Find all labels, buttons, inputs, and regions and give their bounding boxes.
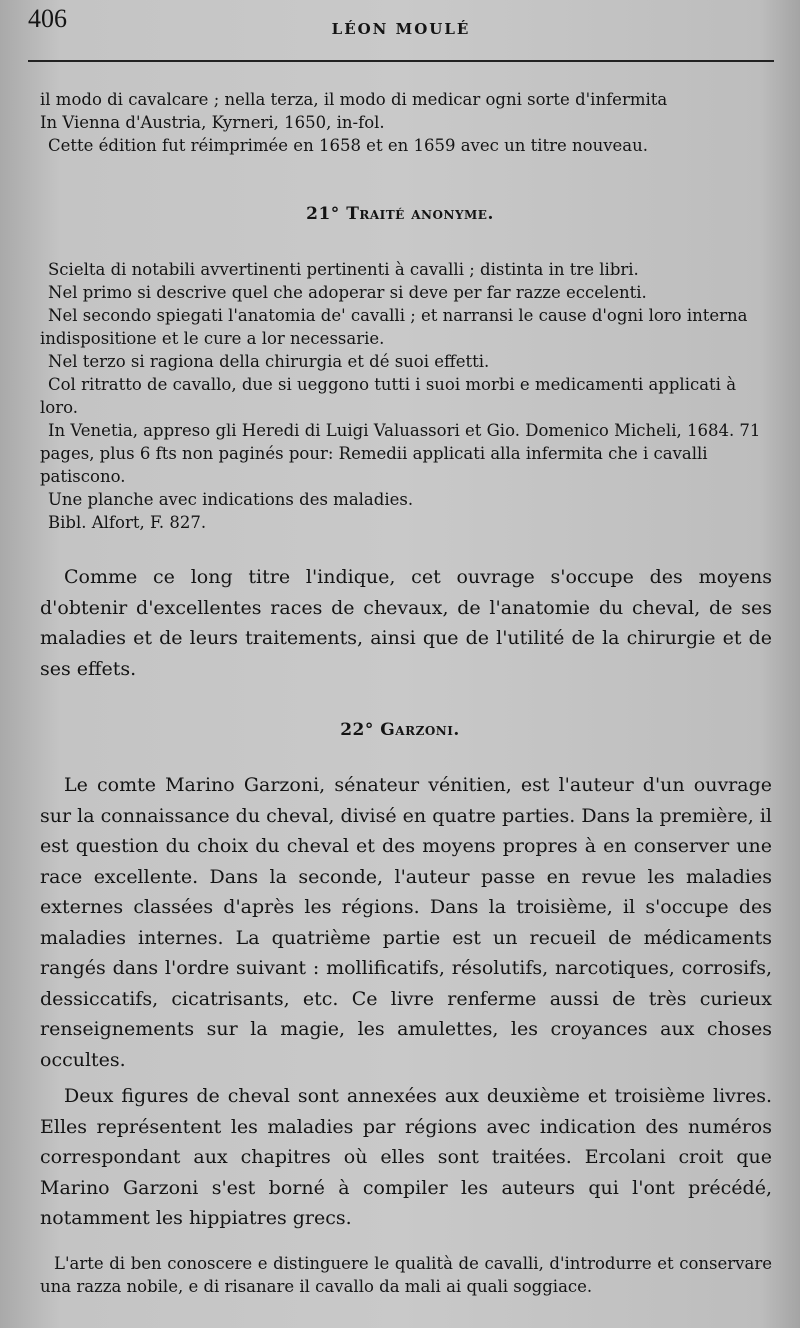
running-head: LÉON MOULÉ	[331, 20, 471, 38]
paragraph: Deux figures de cheval sont annexées aux deuxième et troisième livres. Elles représentent les maladies par régions avec indication des numéros correspondant aux chapitres où elles sont traitées. Ercolani croit que Marino Garzoni s'est borné à compiler les auteurs qui l'ont précédé, notamment les hippiatres grecs.	[40, 1085, 772, 1229]
section-22-title-note	[40, 1252, 772, 1298]
paragraph: Comme ce long titre l'indique, cet ouvrage s'occupe des moyens d'obtenir d'excellentes races de chevaux, de l'anatomie du cheval, de ses maladies et de leurs traitements, ainsi que de l'utilité de la chirurgie et de ses effets.	[40, 566, 772, 680]
text-line: Une planche avec indications des maladies.	[48, 490, 414, 509]
previous-entry-continuation	[40, 88, 772, 157]
text-line: Nel secondo spiegati l'anatomia de' cavalli ; et narransi le cause d'ogni loro interna indispositione et le cure a lor necessarie.	[40, 306, 748, 348]
text-line: Bibl. Alfort, F. 827.	[48, 513, 207, 532]
paragraph: Le comte Marino Garzoni, sénateur vénitien, est l'auteur d'un ouvrage sur la connaissance du cheval, divisé en quatre parties. Dans la première, il est question du choix du cheval et des moyens propres à en conserver une race excellente. Dans la seconde, l'auteur passe en revue les maladies externes classées d'après les régions. Dans la troisième, il s'occupe des maladies internes. La quatrième partie est un recueil de médicaments rangés dans l'ordre suivant : mollificatifs, résolutifs, narcotiques, corrosifs, dessiccatifs, cicatrisants, etc. Ce livre renferme aussi de très curieux renseignements sur la magie, les amulettes, les croyances aux choses occultes.	[40, 774, 772, 1071]
text-line: In Vienna d'Austria, Kyrneri, 1650, in-fol.	[40, 113, 385, 132]
text-line: Nel primo si descrive quel che adoperar si deve per far razze eccelenti.	[48, 283, 647, 302]
section-22-heading: 22° Garzoni.	[340, 720, 460, 740]
text-line: Scielta di notabili avvertinenti pertinenti à cavalli ; distinta in tre libri.	[48, 260, 639, 279]
text-line: il modo di cavalcare ; nella terza, il modo di medicar ogni sorte d'infermita	[40, 90, 668, 109]
section-21-heading: 21° Traité anonyme.	[306, 204, 494, 224]
text-line: Col ritratto de cavallo, due si ueggono tutti i suoi morbi e medicamenti applicati à loro.	[40, 375, 737, 417]
paragraph: L'arte di ben conoscere e distinguere le qualità de cavalli, d'introdurre et conservare una razza nobile, e di risanare il cavallo da mali ai quali soggiace.	[40, 1254, 772, 1296]
section-21-commentary	[40, 562, 772, 690]
text-line: Nel terzo si ragiona della chirurgia et dé suoi effetti.	[48, 352, 490, 371]
text-line: Cette édition fut réimprimée en 1658 et en 1659 avec un titre nouveau.	[48, 136, 649, 155]
text-line: In Venetia, appreso gli Heredi di Luigi Valuassori et Gio. Domenico Micheli, 1684. 71 pages, plus 6 fts non paginés pour: Remedii applicati alla infermita che i cavalli patiscono.	[40, 421, 761, 486]
page-number: 406	[28, 4, 67, 33]
section-21-title-block	[40, 258, 772, 534]
section-22-body	[40, 770, 772, 1240]
page-header	[28, 4, 774, 62]
